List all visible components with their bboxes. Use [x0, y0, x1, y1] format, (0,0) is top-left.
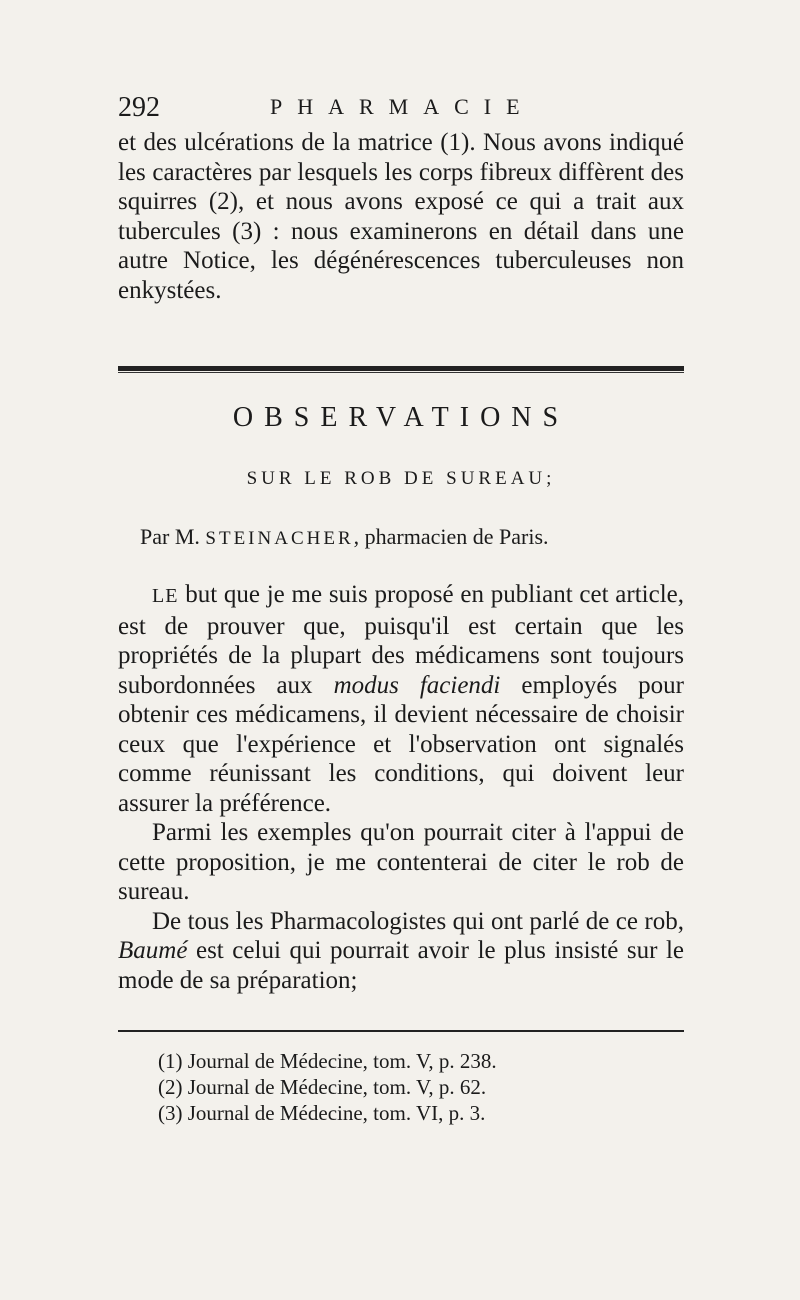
paragraph-1-tail: employés pour obtenir ces médicamens, il devient nécessaire de choisir ceux que l'expérience et l'observation ont signalés comme réunissant les conditions, qui doivent leur assurer la préférence.	[118, 671, 684, 817]
section-divider	[118, 366, 684, 371]
page-number: 292	[118, 92, 160, 123]
byline-suffix: , pharmacien de Paris.	[353, 524, 549, 549]
paragraph-1-lead: LE	[152, 585, 179, 607]
paragraph-1-italic: modus faciendi	[333, 671, 501, 699]
footnote-2: (2) Journal de Médecine, tom. V, p. 62.	[158, 1075, 487, 1099]
paragraph-3-before: De tous les Pharmacologistes qui ont parlé de ce rob,	[152, 907, 684, 935]
footnote-3: (3) Journal de Médecine, tom. VI, p. 3.	[158, 1101, 486, 1125]
article-body	[118, 580, 684, 995]
paragraph-3-after: est celui qui pourrait avoir le plus insisté sur le mode de sa préparation;	[118, 937, 684, 994]
footnotes	[158, 1048, 678, 1126]
footnote-divider	[118, 1030, 684, 1032]
paragraph-1-text: but que je me suis proposé en publiant cet article, est de prouver que, puisqu'il est certain que les propriétés de la plupart des médicamens sont toujours subordonnées aux	[118, 581, 684, 699]
paragraph-3	[118, 907, 684, 996]
intro-text: et des ulcérations de la matrice (1). Nous avons indiqué les caractères par lesquels les corps fibreux diffèrent des squirres (2), et nous avons exposé ce qui a trait aux tubercules (3) : nous examinerons en détail dans une autre Notice, les dégénérescences tuberculeuses non enkystées.	[118, 129, 684, 304]
byline-prefix: Par M.	[140, 524, 200, 549]
footnote-1: (1) Journal de Médecine, tom. V, p. 238.	[158, 1049, 497, 1073]
page-header	[118, 92, 678, 132]
running-head: PHARMACIE	[270, 94, 535, 119]
paragraph-2: Parmi les exemples qu'on pourrait citer à l'appui de cette proposition, je me contenterai de citer le rob de sureau.	[118, 819, 684, 905]
byline	[140, 524, 684, 550]
article-title: OBSERVATIONS	[232, 402, 570, 433]
paragraph-1	[118, 580, 684, 818]
intro-paragraph	[118, 128, 684, 305]
author-name: STEINACHER	[205, 528, 354, 549]
article-subtitle: SUR LE ROB DE SUREAU;	[246, 468, 556, 489]
paragraph-3-italic: Baumé	[118, 937, 188, 964]
